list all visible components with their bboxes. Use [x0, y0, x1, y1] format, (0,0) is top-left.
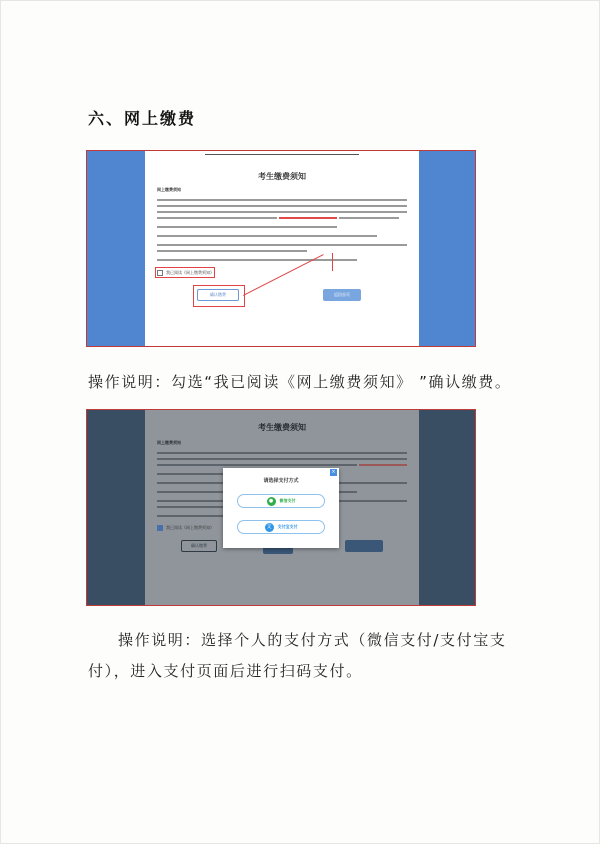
- agree-checkbox-checked[interactable]: [157, 525, 163, 531]
- text-line: [157, 244, 407, 246]
- doc-title: 考生缴费须知: [258, 172, 306, 181]
- dialog-title: 请选择支付方式: [263, 478, 299, 484]
- notice-document: [145, 151, 419, 347]
- screenshot-payment-method: [86, 409, 476, 606]
- agree-label: 我已阅读《网上缴费须知》: [166, 525, 214, 530]
- alipay-button[interactable]: [237, 520, 325, 534]
- text-line: [157, 199, 407, 201]
- highlight-box-checkbox: [155, 267, 215, 278]
- caption-step-2: 操作说明：选择个人的支付方式（微信支付/支付宝支付），进入支付页面后进行扫码支付。: [88, 631, 507, 680]
- text-line: [157, 226, 337, 228]
- wechat-pay-label: 微信支付: [279, 498, 296, 503]
- doc-title: 考生缴费须知: [258, 423, 306, 432]
- text-line: [157, 464, 357, 466]
- doc-subtitle: 网上缴费须知: [157, 187, 181, 192]
- text-line: [157, 250, 307, 252]
- alipay-label: 支付宝支付: [277, 524, 298, 529]
- alipay-icon: 支: [266, 523, 272, 530]
- payment-method-dialog: [223, 468, 339, 548]
- text-line: [157, 217, 277, 219]
- doc-top-divider: [205, 151, 359, 155]
- text-line: [157, 452, 407, 454]
- text-line: [157, 211, 407, 213]
- wechat-icon: ●: [267, 497, 276, 506]
- text-line: [157, 458, 407, 460]
- agree-label: 我已阅读《网上缴费须知》: [166, 270, 214, 275]
- confirm-payment-button[interactable]: 确认缴费: [181, 540, 217, 552]
- text-line: [157, 205, 407, 207]
- annotation-arrow: [332, 253, 333, 271]
- agree-checkbox-row[interactable]: [157, 525, 214, 531]
- wechat-pay-button[interactable]: [237, 494, 325, 508]
- text-line: [157, 235, 377, 237]
- section-heading: 六、网上缴费: [88, 109, 197, 128]
- text-line: [157, 259, 357, 261]
- doc-subtitle: 网上缴费须知: [157, 440, 181, 445]
- highlight-box-confirm: [193, 285, 245, 307]
- text-line: [339, 217, 399, 219]
- text-line-highlight: [359, 464, 407, 466]
- confirm-payment-button[interactable]: 确认缴费: [197, 289, 239, 301]
- return-home-button[interactable]: 返回首页: [323, 289, 361, 301]
- dimmed-button: [345, 540, 383, 552]
- caption-step-1: 操作说明：勾选“我已阅读《网上缴费须知》 ”确认缴费。: [88, 373, 512, 391]
- screenshot-payment-notice: [86, 150, 476, 347]
- close-icon[interactable]: ×: [331, 469, 336, 475]
- text-line-highlight: [279, 217, 337, 219]
